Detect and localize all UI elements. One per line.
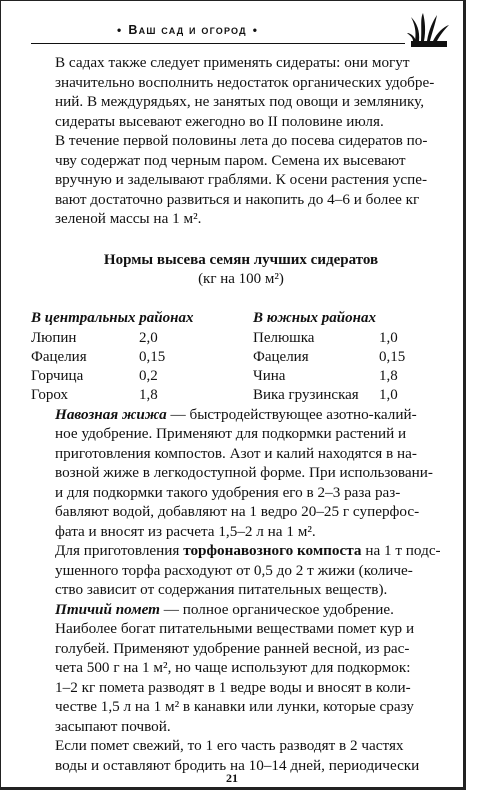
running-header — [31, 17, 451, 57]
crop-name: Горох — [31, 386, 68, 403]
text-line: фата и вносят из расчета 1,5–2 л на 1 м². — [55, 522, 316, 540]
page-number: 21 — [226, 771, 238, 785]
central-regions-column — [31, 309, 229, 405]
text-line: — быстродействующее азотно-калий- — [166, 405, 417, 423]
text-line: бавляют водой, добавляют на 1 ведро 20–25 г суперфос- — [55, 503, 420, 520]
crop-name: Люпин — [31, 329, 77, 346]
crop-rate: 1,8 — [139, 386, 158, 403]
table-row — [31, 329, 229, 348]
crop-name: Чина — [253, 367, 286, 384]
crop-name: Пелюшка — [253, 329, 315, 346]
crop-rate: 1,0 — [379, 329, 398, 346]
paragraph-bird-droppings — [31, 600, 451, 737]
term-bird-droppings: Птичий помет — [55, 600, 160, 618]
text-line: — полное органическое удобрение. — [159, 600, 394, 618]
text-line: ство зависит от содержания питательных веществ). — [55, 581, 388, 598]
text-line: на 1 т подс- — [361, 542, 441, 559]
table-title: Нормы высева семян лучших сидератов — [103, 251, 379, 268]
text-line: Для приготовления — [55, 542, 184, 559]
text-line: и для подкормки такого удобрения его в 2–3 раза раз- — [55, 483, 401, 501]
garden-plant-icon — [407, 11, 451, 49]
term-manure-liquid: Навозная жижа — [55, 405, 167, 423]
text-line: 1–2 кг помета разводят в 1 ведре воды и вносят в коли- — [55, 678, 411, 696]
header-title — [111, 23, 264, 37]
crop-name: Горчица — [31, 367, 84, 384]
table-row — [253, 386, 451, 405]
crop-name: Вика грузинская — [253, 386, 359, 403]
text-line: Если помет свежий, то 1 его часть разводят в 2 частях — [55, 737, 404, 754]
south-regions-heading: В южных районах — [253, 309, 376, 326]
table-row — [31, 367, 229, 386]
table-row — [31, 348, 229, 367]
header-bullet-right: • — [252, 23, 259, 37]
table-row — [253, 329, 451, 348]
header-rule — [31, 43, 405, 44]
paragraph-manure-liquid — [31, 405, 451, 542]
text-line: чву содержат под черным паром. Семена их высевают — [55, 151, 406, 169]
header-title-text: Ваш сад и огород — [128, 23, 247, 37]
crop-rate: 1,8 — [379, 367, 398, 384]
text-line: зеленой массы на 1 м². — [55, 210, 202, 227]
text-line: сидераты высевают ежегодно во II половине июля. — [55, 112, 384, 130]
text-line: голубей. Применяют удобрение ранней весной, из рас- — [55, 639, 410, 657]
text-line: вручную и заделывают граблями. К осени растения успе- — [55, 171, 428, 188]
crop-rate: 0,15 — [379, 348, 406, 365]
crop-rate: 0,2 — [139, 367, 158, 384]
table-row — [31, 386, 229, 405]
text-line: воды и оставляют бродить на 10–14 дней, периодически — [55, 756, 420, 774]
crop-name: Фацелия — [253, 348, 309, 365]
text-line: ушенного торфа расходуют от 0,5 до 2 т жижи (количе- — [55, 561, 413, 579]
paragraph-peat-compost — [31, 541, 451, 600]
text-line: возной жиже в легкодоступной форме. При использовани- — [55, 464, 433, 481]
text-line: ний. В междурядьях, не занятых под овощи и землянику, — [55, 93, 425, 110]
crop-rate: 0,15 — [139, 348, 166, 365]
crop-rate: 1,0 — [379, 386, 398, 403]
term-peat-compost: торфонавозного компоста — [183, 542, 362, 559]
text-line: Наиболее богат питательными веществами помет кур и — [55, 620, 415, 637]
text-line: вают достаточно развиться и накопить до 4–6 и более кг — [55, 190, 420, 208]
text-line: засыпают почвой. — [55, 717, 171, 735]
text-line: ное удобрение. Применяют для подкормки растений и — [55, 425, 407, 442]
text-line: чета 500 г на 1 м², но чаще используют для подкормок: — [55, 659, 411, 676]
south-regions-column — [253, 309, 451, 405]
table-subtitle: (кг на 100 м²) — [198, 270, 284, 287]
sowing-norms-table — [31, 309, 451, 405]
text-line: В садах также следует применять сидераты: они могут — [55, 54, 410, 71]
table-row — [253, 348, 451, 367]
crop-name: Фацелия — [31, 348, 87, 365]
central-regions-heading: В центральных районах — [31, 309, 194, 326]
paragraph-fresh-droppings — [31, 736, 451, 775]
table-row — [253, 367, 451, 386]
crop-rate: 2,0 — [139, 329, 158, 346]
text-line: В течение первой половины лета до посева сидератов по- — [55, 132, 428, 149]
text-line: значительно восполнить недостаток органических удобре- — [55, 73, 435, 91]
header-bullet-left: • — [117, 23, 123, 37]
text-line: приготовления компостов. Азот и калий находятся в на- — [55, 444, 417, 462]
page-content — [31, 53, 451, 775]
paragraph-siderates — [31, 53, 451, 229]
text-line: честве 1,5 л на 1 м² в канавки или лунки, которые сразу — [55, 698, 414, 715]
